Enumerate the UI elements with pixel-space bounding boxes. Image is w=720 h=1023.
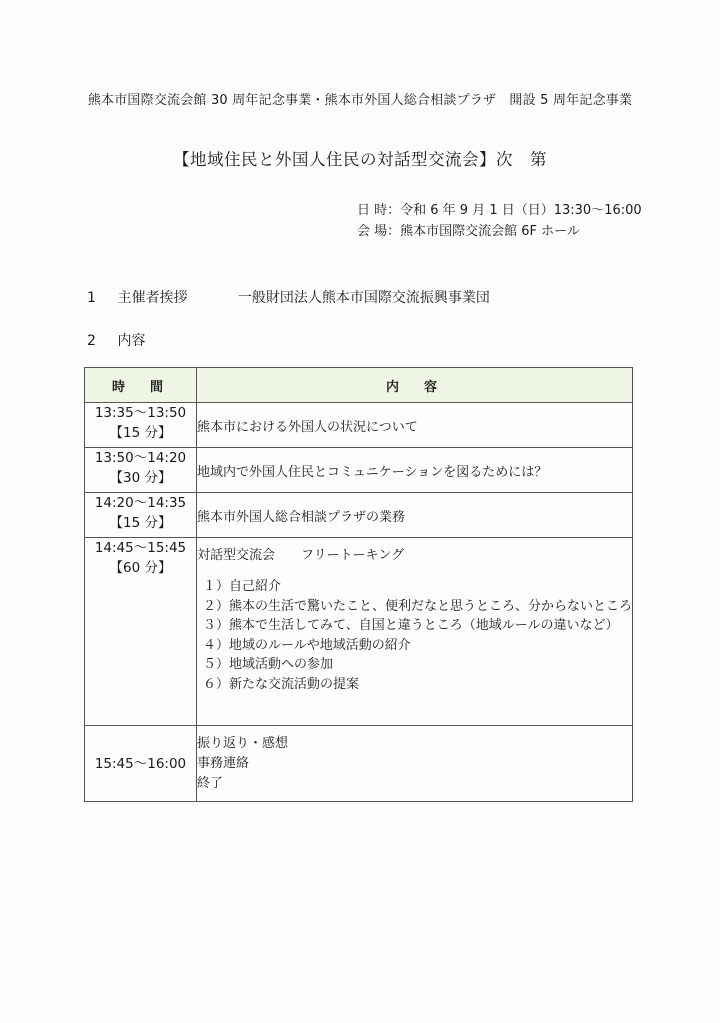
document-title: 【地域住民と外国人住民の対話型交流会】次 第 bbox=[173, 150, 547, 169]
section-organizer: 一般財団法人熊本市国際交流振興事業団 bbox=[237, 290, 490, 306]
time-range: 13:35～13:50 bbox=[94, 405, 187, 421]
table-header-row bbox=[85, 368, 633, 403]
section-number: 2 bbox=[87, 333, 96, 349]
time-cell bbox=[85, 493, 197, 538]
time-cell bbox=[85, 403, 197, 448]
table-row bbox=[85, 448, 633, 493]
duration: 【15 分】 bbox=[109, 515, 172, 531]
section-title: 主催者挨拶 bbox=[117, 290, 188, 306]
closing-item: 事務連絡 bbox=[196, 755, 249, 771]
table-row bbox=[85, 726, 633, 802]
section-title: 内容 bbox=[117, 333, 146, 349]
time-cell bbox=[85, 726, 197, 802]
content-cell: 熊本市外国人総合相談プラザの業務 bbox=[196, 493, 632, 538]
time-range: 15:45～16:00 bbox=[94, 755, 187, 772]
content-cell: 地域内で外国人住民とコミュニケーションを図るためには？ bbox=[196, 448, 632, 493]
content-column-header: 内 容 bbox=[196, 368, 632, 403]
list-item: ２）熊本の生活で驚いたこと、便利だなと思うところ、分からないところ bbox=[202, 598, 632, 614]
content-cell bbox=[196, 726, 632, 802]
list-item: ６）新たな交流活動の提案 bbox=[202, 676, 359, 692]
list-item: ４）地域のルールや地域活動の紹介 bbox=[202, 637, 411, 653]
time-range: 14:45～15:45 bbox=[94, 540, 187, 556]
table-row bbox=[85, 403, 633, 448]
event-venue: 会 場：熊本市国際交流会館 6F ホール bbox=[357, 224, 580, 239]
list-item: １）自己紹介 bbox=[202, 579, 281, 594]
time-cell bbox=[85, 448, 197, 493]
table-row bbox=[85, 493, 633, 538]
time-range: 13:50～14:20 bbox=[94, 450, 187, 466]
list-item: ５）地域活動への参加 bbox=[202, 657, 333, 672]
table-row bbox=[85, 538, 633, 726]
closing-item: 振り返り・感想 bbox=[196, 735, 288, 751]
event-header: 熊本市国際交流会館 30 周年記念事業・熊本市外国人総合相談プラザ 開設 5 周年記念事業 bbox=[87, 93, 633, 108]
schedule-table bbox=[84, 367, 633, 802]
time-column-header: 時 間 bbox=[85, 368, 197, 403]
closing-item: 終了 bbox=[196, 775, 223, 791]
duration: 【15 分】 bbox=[109, 425, 172, 441]
section-greeting bbox=[87, 287, 490, 307]
topic-list bbox=[197, 577, 632, 694]
list-item: ３）熊本で生活してみて、自国と違うところ（地域ルールの違いなど） bbox=[202, 618, 619, 633]
content-cell: 熊本市における外国人の状況について bbox=[196, 403, 632, 448]
event-date: 日 時：令和 6 年 9 月 1 日（日）13:30～16:00 bbox=[357, 203, 642, 218]
section-number: 1 bbox=[87, 290, 96, 306]
time-range: 14:20～14:35 bbox=[94, 495, 187, 511]
duration: 【60 分】 bbox=[109, 560, 172, 576]
section-contents bbox=[87, 330, 145, 350]
content-cell bbox=[196, 538, 632, 726]
time-cell bbox=[85, 538, 197, 726]
duration: 【30 分】 bbox=[109, 470, 172, 486]
session-title: 対話型交流会 フリートーキング bbox=[196, 548, 405, 563]
